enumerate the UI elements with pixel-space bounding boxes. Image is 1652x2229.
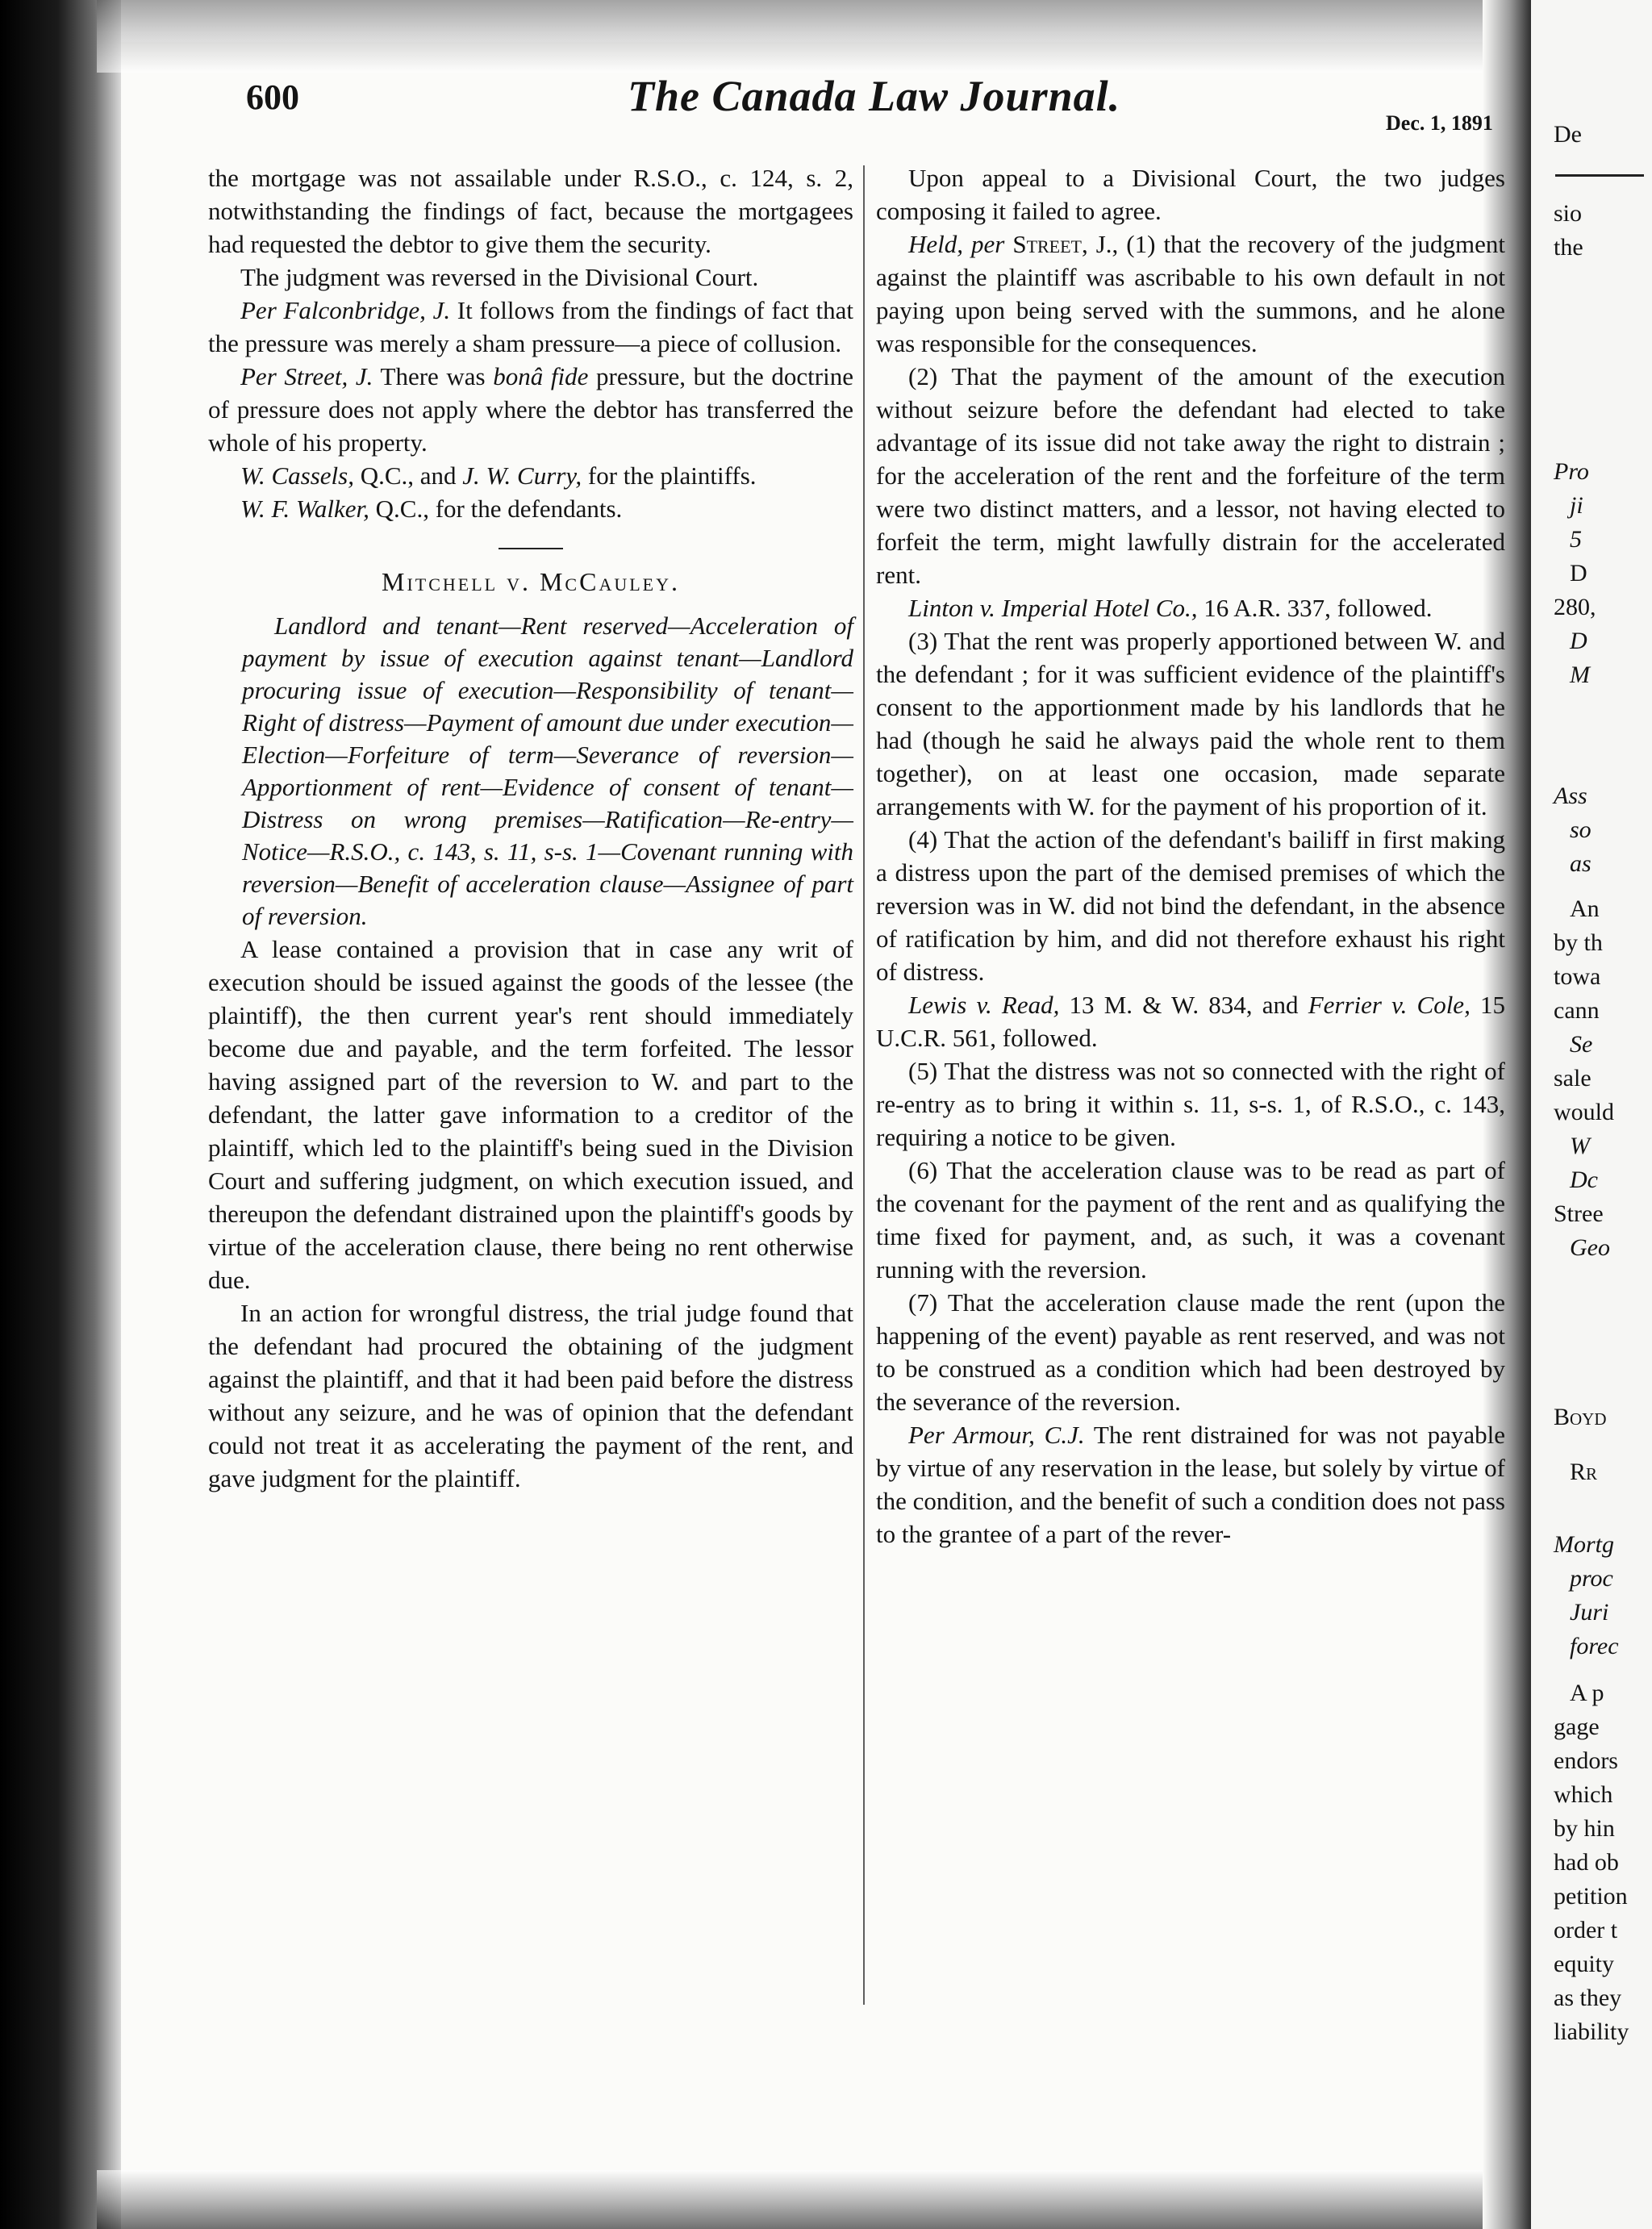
next-page-text: D (1570, 560, 1587, 586)
next-page-text: Boyd (1554, 1404, 1607, 1430)
paragraph (208, 294, 853, 360)
paragraph: A lease contained a provision that in case any writ of execution should be issued against the goods of the lessee (the plaintiff), the then current year's rent should immediately become due and payable, and the term forfeited. The lessor having assigned part of the reversion to W. and part to the defendant, the latter gave information to a creditor of the plaintiff, which led to the plaintiff's being sued in the Division Court and suffering judgment, on which execution issued, and thereupon the defendant distrained upon the plaintiff's goods by virtue of the acceleration clause, there being no rent otherwise due. (208, 935, 853, 1294)
paragraph (208, 360, 853, 459)
case-title: Mitchell v. McCauley. (382, 567, 680, 596)
next-page-text: Mortg (1554, 1531, 1614, 1558)
paragraph: (6) That the acceleration clause was to be read as part of the covenant for the payment of the rent and as qualifying the time fixed for payment, and, as such, it was a covenant running with the reversion. (876, 1156, 1505, 1284)
next-page-text: the (1554, 234, 1583, 261)
next-page-text: equity (1554, 1951, 1614, 1977)
paragraph-text: for the plaintiffs. (582, 461, 757, 490)
paragraph-text: It follows from the findings of fact that the pressure was merely a sham pressure—a piece of collusion. (208, 296, 853, 357)
scan-bottom-edge (97, 2170, 1652, 2229)
next-page-text: as (1570, 850, 1592, 877)
page-number: 600 (246, 77, 299, 117)
next-page-text: Juri (1570, 1599, 1609, 1626)
paragraph (876, 1418, 1505, 1551)
case-divider (499, 548, 563, 549)
next-page-text: petition (1554, 1883, 1628, 1910)
next-page-text: D (1570, 628, 1587, 654)
counsel-name: J. W. Curry, (462, 461, 582, 490)
next-page-text: Se (1570, 1031, 1593, 1058)
case-name: Lewis v. Read, (908, 991, 1060, 1019)
case-citation (876, 591, 1505, 624)
paragraph: (3) That the rent was properly apportioned between W. and the defendant ; for it was sufficient evidence of the plaintiff's consent to the apportionment made by his landlords that he had (though he said he always paid the whole rent to them together), on at least one occasion, made separate arrangements with W. for the payment of his proportion of it. (876, 627, 1505, 820)
paragraph-text: There was (373, 362, 494, 390)
paragraph-text: (1) that the recovery of the judgment against the plaintiff was ascribable to his own default in not paying upon being served with the summons, and he alone was responsible for the consequences. (876, 230, 1505, 357)
counsel-name: W. Cassels, (240, 461, 354, 490)
held-label: Held, per (908, 230, 1005, 258)
next-page-text: sale (1554, 1065, 1592, 1092)
paragraph: (5) That the distress was not so connected with the right of re-entry as to bring it within s. 11, s-s. 1, of R.S.O., c. 143, requiring a notice to be given. (876, 1057, 1505, 1151)
next-page-text: forec (1570, 1633, 1619, 1659)
next-page-text: De (1554, 121, 1582, 148)
next-page-text: ji (1570, 492, 1583, 519)
next-page-text: gage (1554, 1713, 1600, 1740)
next-page-text: liability (1554, 2018, 1629, 2045)
next-page-text: cann (1554, 997, 1600, 1024)
next-page-text: by hin (1554, 1815, 1615, 1842)
next-page-text: would (1554, 1099, 1614, 1125)
next-page-rule (1555, 174, 1644, 177)
paragraph-text: 13 M. & W. 834, and (1059, 991, 1308, 1019)
next-page-text: had ob (1554, 1849, 1619, 1876)
left-column (208, 161, 853, 1495)
counsel-line (208, 459, 853, 492)
next-page-text: towa (1554, 963, 1601, 990)
next-page-text: Geo (1570, 1234, 1610, 1261)
next-page-text: Pro (1554, 458, 1589, 485)
column-divider (863, 165, 865, 2005)
journal-title: The Canada Law Journal. (628, 72, 1121, 120)
paragraph: the mortgage was not assailable under R.S.O., c. 124, s. 2, notwithstanding the findings of fact, because the mortgagees had requested the debtor to give them the security. (208, 164, 853, 258)
next-page-text: Stree (1554, 1200, 1604, 1227)
next-page-fragment (1531, 0, 1652, 2229)
paragraph-text: pressure, but the doctrine of pressure does not apply where the debtor has transferred the whole of his property. (208, 362, 853, 457)
next-page-text: so (1570, 816, 1592, 843)
next-page-text: 280, (1554, 594, 1596, 620)
issue-date: Dec. 1, 1891 (1386, 111, 1493, 135)
judge-name: Street, J., (1004, 230, 1119, 258)
paragraph: (7) That the acceleration clause made the rent (upon the happening of the event) payable as rent reserved, and was not to be construed as a condition which had been destroyed by the severance of the reversion. (876, 1288, 1505, 1416)
next-page-text: Ass (1554, 783, 1587, 809)
next-page-text: 5 (1570, 526, 1582, 553)
counsel-line (208, 492, 853, 525)
next-page-text: which (1554, 1781, 1613, 1808)
next-page-text: A p (1570, 1680, 1604, 1706)
latin-phrase: bonâ fide (493, 362, 589, 390)
judge-name: Per Falconbridge, J. (240, 296, 451, 324)
paragraph-text: Q.C., and (353, 461, 463, 490)
next-page-text: by th (1554, 929, 1603, 956)
next-page-text: M (1570, 662, 1590, 688)
next-page-text: W (1570, 1133, 1590, 1159)
next-page-text: as they (1554, 1985, 1622, 2011)
case-headnote: Landlord and tenant—Rent reserved—Acceleration of payment by issue of execution against tenant—Landlord procuring issue of execution—Responsibility of tenant—Right of distress—Payment of amount due under execution—Election—Forfeiture of term—Severance of reversion—Apportionment of rent—Evidence of consent of tenant—Distress on wrong premises—Ratification—Re-entry—Notice—R.S.O., c. 143, s. 11, s-s. 1—Covenant running with reversion—Benefit of acceleration clause—Assignee of part of reversion. (242, 612, 853, 930)
counsel-name: W. F. Walker, (240, 495, 369, 523)
case-name: Linton v. Imperial Hotel Co., (908, 594, 1198, 622)
next-page-text: proc (1570, 1565, 1613, 1592)
paragraph: (4) That the action of the defendant's bailiff in first making a distress upon the part of the demised premises of which the reversion was in W. did not bind the defendant, in the absence of ratification by him, and did not therefore exhaust his right of distress. (876, 825, 1505, 986)
case-citation (876, 988, 1505, 1054)
scan-left-edge (0, 0, 121, 2229)
paragraph-text: 16 A.R. 337, followed. (1197, 594, 1433, 622)
next-page-text: sio (1554, 200, 1583, 227)
next-page-text: Dc (1570, 1167, 1598, 1193)
paragraph: Upon appeal to a Divisional Court, the two judges composing it failed to agree. (876, 164, 1505, 225)
next-page-text: An (1570, 895, 1600, 922)
next-page-text: endors (1554, 1747, 1618, 1774)
paragraph-text: Q.C., for the defendants. (369, 495, 623, 523)
paragraph: (2) That the payment of the amount of the execution without seizure before the defendant had elected to take advantage of its issue did not take away the right to distrain ; for the acceleration of the rent and the forfeiture of the term were two distinct matters, and a lessor, not having elected to forfeit the term, might lawfully distrain for the accelerated rent. (876, 362, 1505, 589)
case-name: Ferrier v. Cole, (1308, 991, 1471, 1019)
judge-name: Per Street, J. (240, 362, 373, 390)
paragraph-text: The rent distrained for was not payable by virtue of any reservation in the lease, but solely by virtue of the condition, and the benefit of such a condition does not pass to the grantee of a part of the rever- (876, 1421, 1505, 1548)
paragraph-text: 15 U.C.R. 561, followed. (876, 991, 1506, 1052)
paragraph (876, 227, 1505, 360)
paragraph: In an action for wrongful distress, the trial judge found that the defendant had procured the obtaining of the judgment against the plaintiff, and that it had been paid before the distress without any seizure, and he was of opinion that the defendant could not treat it as accelerating the payment of the rent, and gave judgment for the plaintiff. (208, 1299, 853, 1492)
judge-name: Per Armour, C.J. (908, 1421, 1085, 1449)
next-page-text: Rr (1570, 1459, 1598, 1485)
scan-top-edge (97, 0, 1652, 73)
right-column (876, 161, 1505, 1551)
paragraph: The judgment was reversed in the Divisional Court. (240, 263, 759, 291)
next-page-text: order t (1554, 1917, 1618, 1943)
